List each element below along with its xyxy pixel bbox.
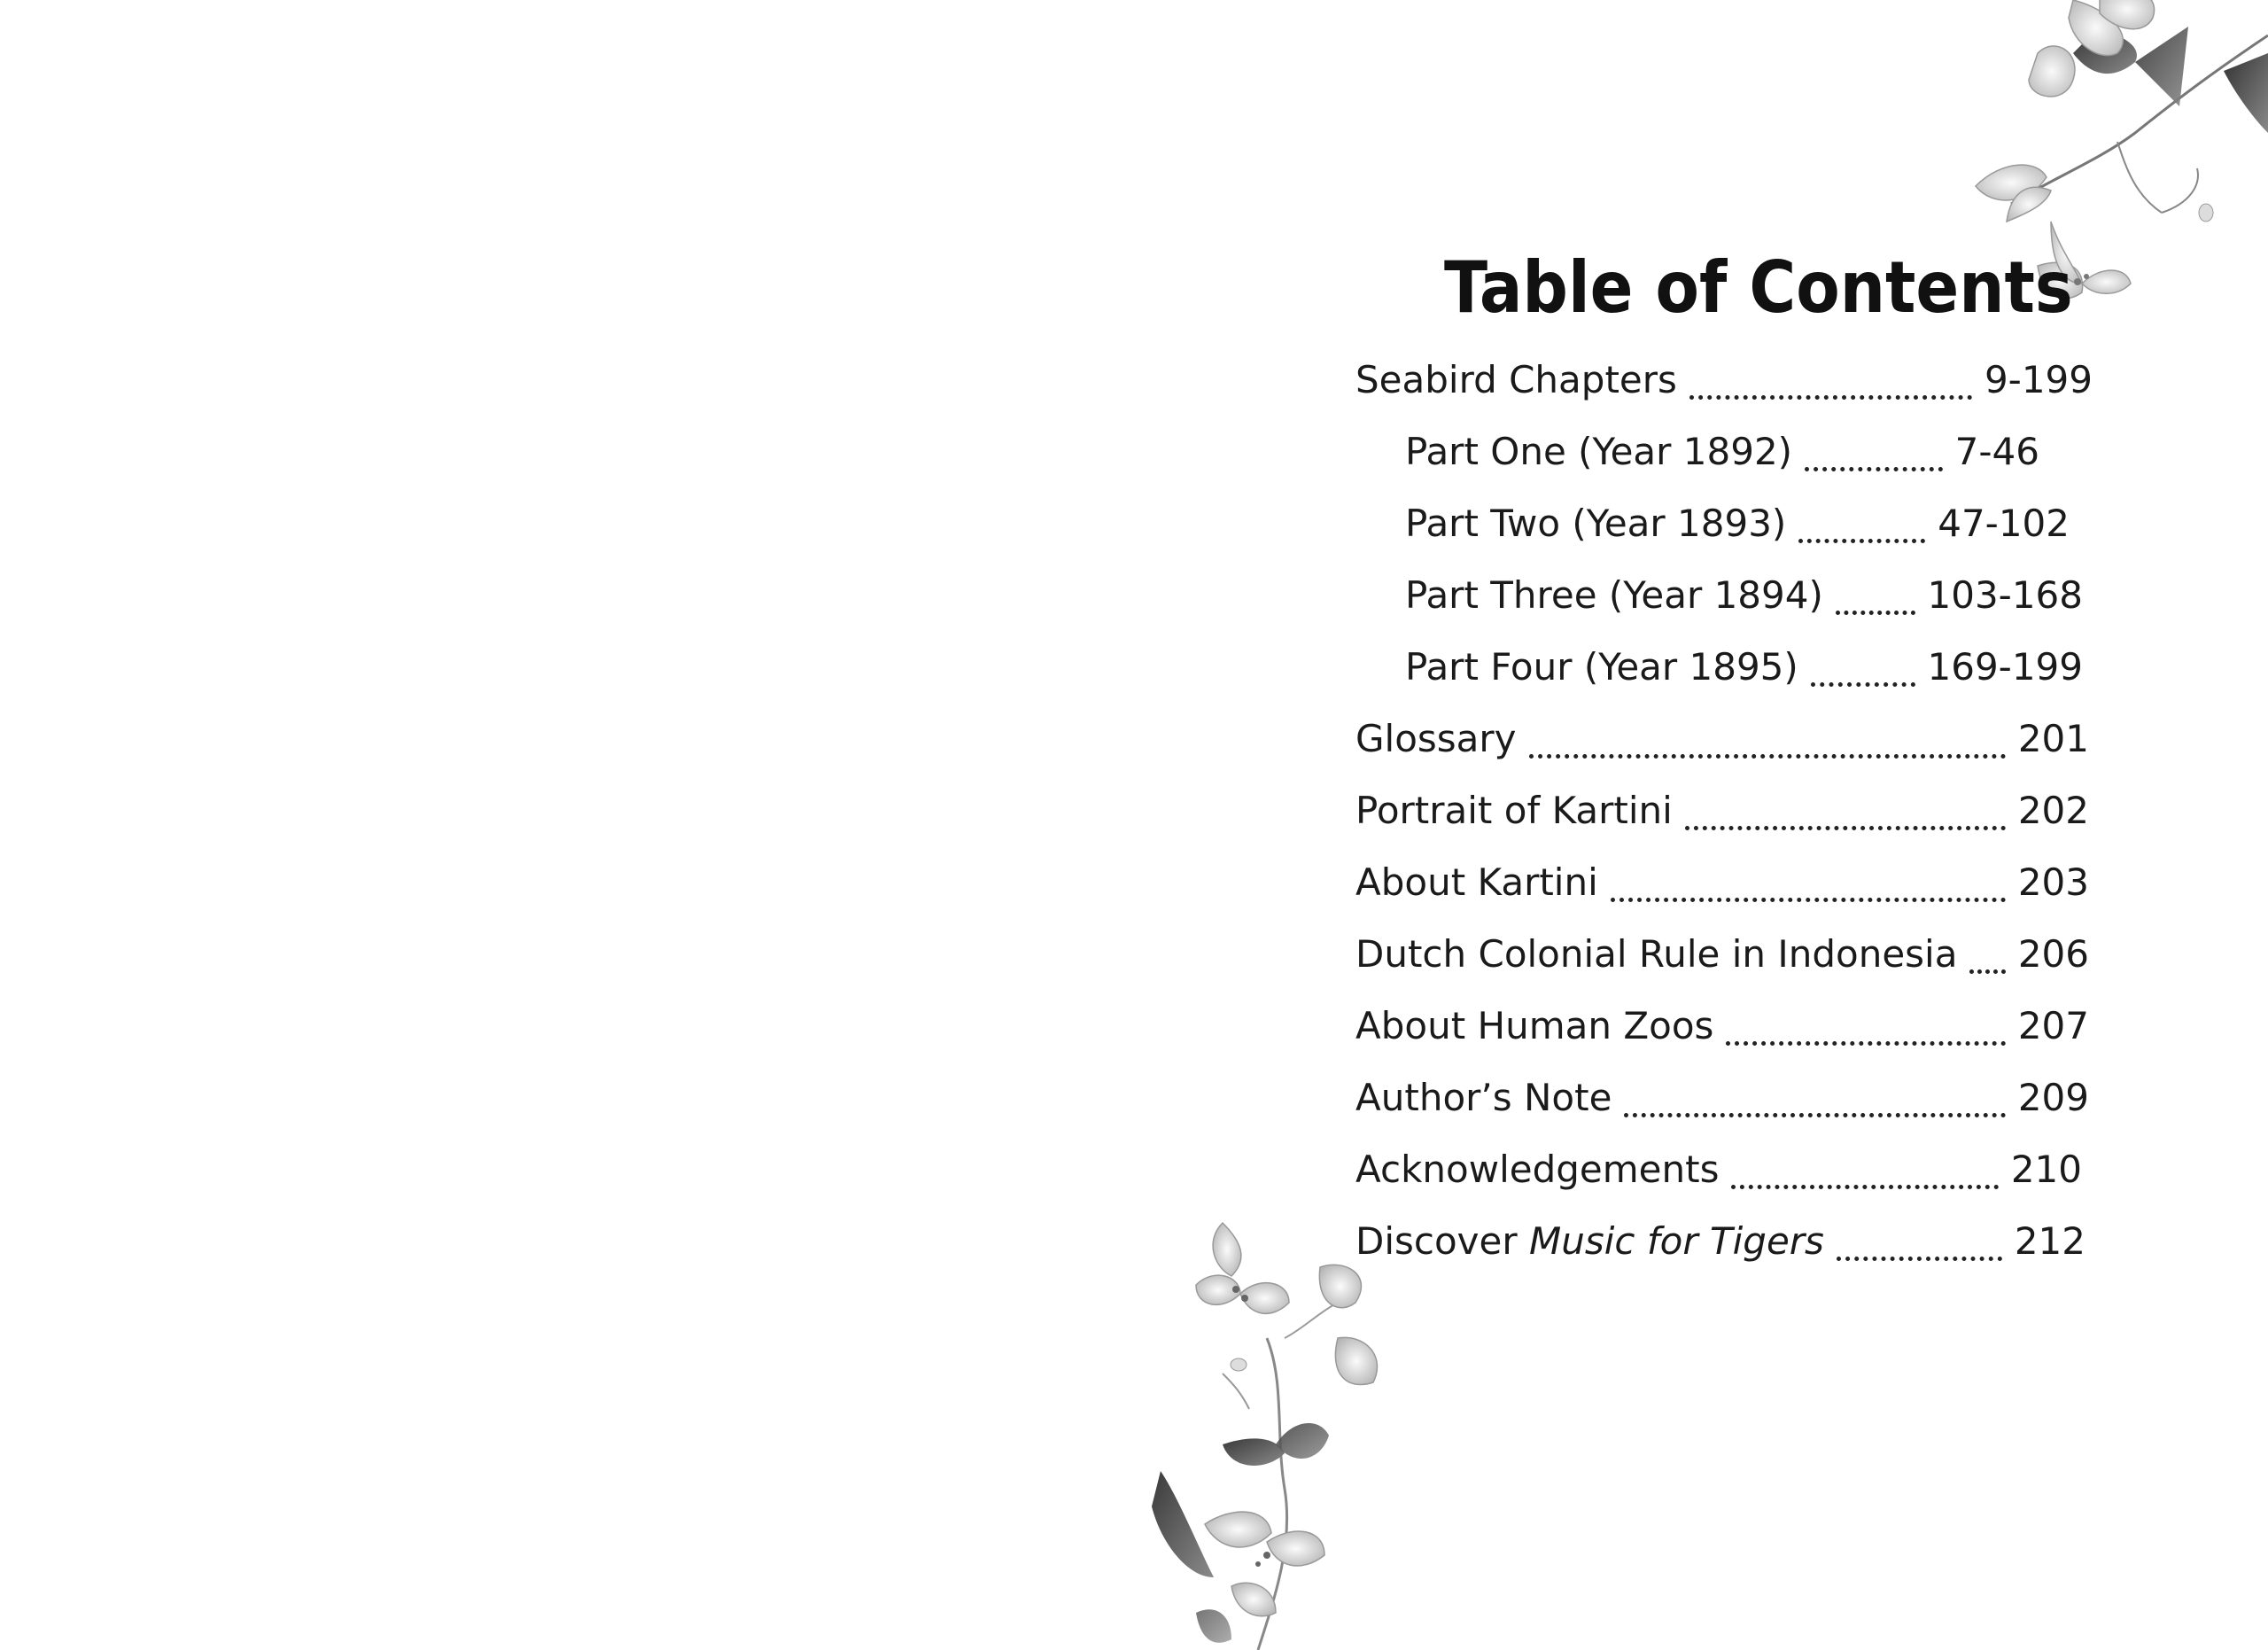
toc-entry-page: 169-199 xyxy=(1927,645,2083,689)
toc-entry-page: 47-102 xyxy=(1938,502,2070,545)
toc-entry-glossary[interactable] xyxy=(1355,717,2089,770)
leader-dots xyxy=(1726,1041,2005,1046)
leader-dots xyxy=(1624,1113,2005,1117)
toc-entry-dutch-colonial-rule[interactable] xyxy=(1355,932,2089,985)
toc-entry-label: Seabird Chapters xyxy=(1355,358,1677,401)
toc-entry-label: Part Four (Year 1895) xyxy=(1405,645,1798,689)
toc-entry-page: 209 xyxy=(2017,1076,2089,1119)
toc-entry-label: Glossary xyxy=(1355,717,1517,760)
toc-entry-label: Part One (Year 1892) xyxy=(1405,430,1793,473)
book-title-italic: Music for Tigers xyxy=(1529,1219,1824,1263)
leader-dots xyxy=(1805,467,1943,471)
toc-entry-page: 206 xyxy=(2017,932,2089,976)
toc-entry-page: 202 xyxy=(2017,789,2089,832)
toc-entry-page: 207 xyxy=(2017,1004,2089,1047)
toc-entry-acknowledgements[interactable] xyxy=(1355,1148,2082,1201)
toc-entry-label: About Kartini xyxy=(1355,860,1598,904)
toc-entry-label xyxy=(1355,1219,1824,1263)
toc-entry-label: Part Two (Year 1893) xyxy=(1405,502,1787,545)
toc-entry-label-plain: Discover xyxy=(1355,1219,1518,1263)
toc-entry-part-one[interactable] xyxy=(1405,430,2039,483)
toc-entry-authors-note[interactable] xyxy=(1355,1076,2089,1129)
toc-entry-page: 7-46 xyxy=(1954,430,2039,473)
leader-dots xyxy=(1811,682,1915,687)
toc-entry-page: 210 xyxy=(2010,1148,2082,1191)
toc-entry-label: Acknowledgements xyxy=(1355,1148,1720,1191)
toc-entry-portrait-of-kartini[interactable] xyxy=(1355,789,2089,842)
toc-entry-part-two[interactable] xyxy=(1405,502,2070,555)
toc-entry-label: Dutch Colonial Rule in Indonesia xyxy=(1355,932,1958,976)
leader-dots xyxy=(1689,395,1972,400)
toc-entry-label: Author’s Note xyxy=(1355,1076,1612,1119)
leader-dots xyxy=(1798,539,1925,543)
toc-entry-page: 212 xyxy=(2014,1219,2085,1263)
toc-entry-about-human-zoos[interactable] xyxy=(1355,1004,2089,1057)
toc-entry-about-kartini[interactable] xyxy=(1355,860,2089,914)
toc-entry-page: 9-199 xyxy=(1984,358,2093,401)
leader-dots xyxy=(1685,826,2006,830)
leader-dots xyxy=(1969,969,2005,974)
toc-entry-page: 201 xyxy=(2017,717,2089,760)
toc-entry-label: Portrait of Kartini xyxy=(1355,789,1673,832)
toc-entry-part-four[interactable] xyxy=(1405,645,2083,698)
toc-entry-page: 203 xyxy=(2017,860,2089,904)
leader-dots xyxy=(1836,611,1915,615)
leader-dots xyxy=(1837,1257,2002,1261)
toc-entry-discover-music-for-tigers[interactable] xyxy=(1355,1219,2085,1273)
toc-entry-label: Part Three (Year 1894) xyxy=(1405,573,1823,617)
toc-entry-seabird-chapters[interactable] xyxy=(1355,358,2093,411)
toc-entry-label: About Human Zoos xyxy=(1355,1004,1714,1047)
leader-dots xyxy=(1529,754,2006,759)
page-title: Table of Contents xyxy=(1444,246,2073,329)
leader-dots xyxy=(1611,898,2006,902)
toc-entry-page: 103-168 xyxy=(1927,573,2083,617)
toc-entry-part-three[interactable] xyxy=(1405,573,2083,627)
leader-dots xyxy=(1731,1185,1998,1189)
